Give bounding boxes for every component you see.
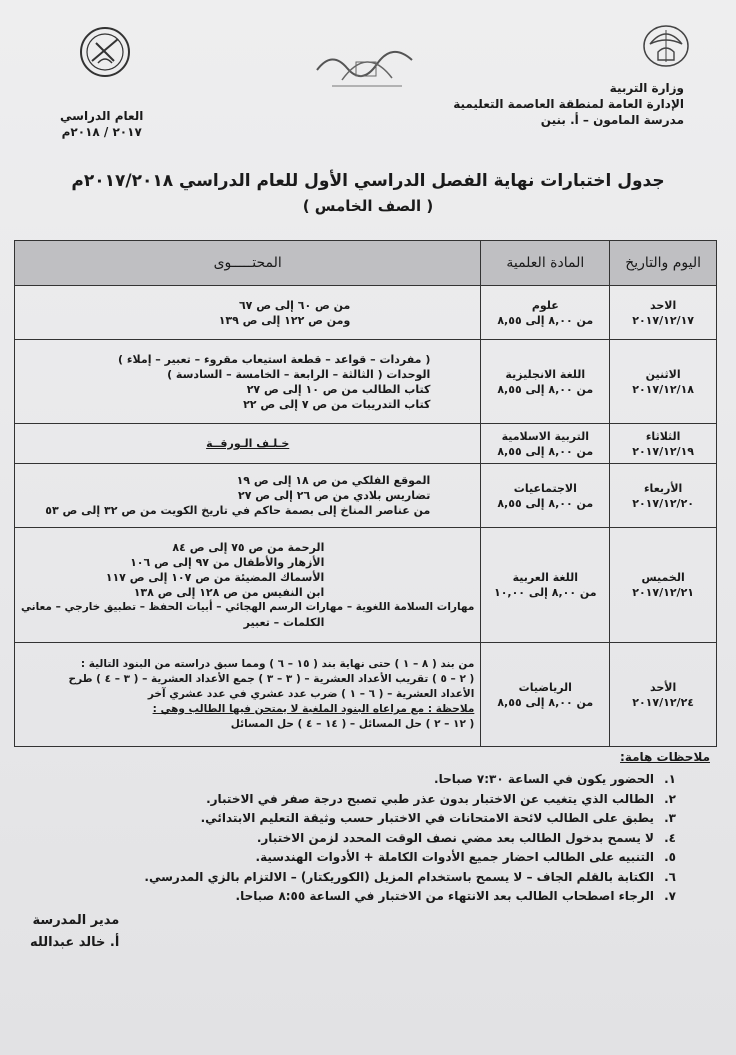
content-line: ( مفردات – قواعد – قطعة استيعاب مقروء – تعبير – إملاء ) [118,352,431,366]
content-line: الموقع الفلكي من ص ١٨ إلى ص ١٩ [236,474,431,487]
content-line: كتاب الطالب من ص ١٠ إلى ص ٢٧ [246,382,431,396]
content-line: من ص ٦٠ إلى ص ٦٧ [238,298,351,312]
content-line: الكلمات – تعبير [243,616,325,629]
content-line: من بند ( ٨ – ١ ) حتى نهاية بند ( ١٥ – ٦ ) ومما سبق دراسته من البنود التالية : [80,658,475,670]
academic-year-value: ٢٠١٧ / ٢٠١٨م [61,125,142,139]
day-name: الأربعاء [643,481,683,495]
content-cell [15,424,481,464]
table-header-row [15,241,717,286]
content-line: الوحدات ( الثالثة – الرابعة – الخامسة – السادسة ) [167,367,431,381]
content-line: ابن النفيس من ص ١٢٨ إلى ص ١٣٨ [133,586,325,599]
day-name: الثلاثاء [645,429,681,443]
note-number: ٣. [664,811,676,825]
day-name: الخميس [641,571,685,584]
principal-signature-block [30,910,119,954]
academic-year-label: العام الدراسي [60,109,144,123]
content-line: ( ٢ – ٥ ) تقريب الأعداد العشرية – ( ٣ – ٣ ) جمع الأعداد العشرية – ( ٣ – ٤ ) طرح [68,673,475,685]
day-name: الاحد [650,298,677,312]
content-line: ومن ص ١٢٢ إلى ص ١٣٩ [218,313,351,327]
day-name: الاثنين [645,367,681,381]
table-row [15,286,717,340]
note-text: يطبق على الطالب لائحة الامتحانات في الاختبار حسب وثيقة التعليم الابتدائي. [200,811,654,825]
content-line: مهارات السلامة اللغوية – مهارات الرسم الهجائي – أبيات الحفظ – تطبيق خارجي – معاني [21,601,475,613]
content-cell [15,340,481,424]
note-text: التنبيه على الطالب احضار جميع الأدوات الكاملة + الأدوات الهندسية. [255,850,654,864]
subject-name: علوم [531,298,559,312]
notes-title: ملاحظات هامة: [620,750,710,764]
content-cell [15,643,481,747]
ministry-header [453,80,684,128]
day-date-cell [610,340,717,424]
kuwait-emblem-icon [640,22,692,70]
exam-date: ٢٠١٧/١٢/١٨ [632,382,694,396]
list-item [56,848,676,868]
header-content: المحتـــــوى [15,241,481,286]
district-name: الإدارة العامة لمنطقة العاصمة التعليمية [453,97,684,111]
exam-date: ٢٠١٧/١٢/٢٠ [632,496,694,510]
content-cell [15,286,481,340]
subject-cell [481,340,610,424]
note-number: ١. [664,772,676,786]
exam-date: ٢٠١٧/١٢/٢٤ [632,695,694,709]
table-row [15,464,717,528]
content-line: من عناصر المناخ إلى بصمة حاكم في تاريخ الكويت من ص ٣٢ إلى ص ٥٣ [45,504,431,517]
content-line: الأعداد العشرية – ( ٦ – ١ ) ضرب عدد عشري في عدد عشري آخر [147,688,475,700]
note-text: لا يسمح بدخول الطالب بعد مضي نصف الوقت المحدد لزمن الاختبار. [256,830,654,845]
center-calligraphy-logo-icon [312,40,422,92]
ministry-name: وزارة التربية [609,81,684,95]
subject-cell [481,643,610,747]
list-item [56,790,676,810]
exam-time: من ٨,٠٠ إلى ٨,٥٥ [497,382,594,396]
note-text: الرجاء اصطحاب الطالب بعد الانتهاء من الاختبار في الساعة ٨:٥٥ صباحا. [235,889,654,903]
note-number: ٤. [664,830,676,845]
content-line: خـلـف الـورقــة [206,437,290,450]
list-item [56,887,676,907]
list-item [56,829,676,849]
subject-name: اللغة العربية [512,571,578,584]
principal-name: أ. خالد عبدالله [30,935,120,950]
list-item [56,770,676,790]
content-line: الأزهار والأطفال من ٩٧ إلى ص ١٠٦ [130,556,325,569]
day-date-cell [610,643,717,747]
subject-cell [481,464,610,528]
exam-date: ٢٠١٧/١٢/١٩ [632,444,694,458]
note-text: الطالب الذي يتغيب عن الاختبار بدون عذر طبي تصبح درجة صفر في الاختبار. [206,791,654,806]
content-line: الأسماك المضيئة من ص ١٠٧ إلى ص ١١٧ [105,571,325,584]
exam-schedule-table [14,240,717,747]
content-line: كتاب التدريبات من ص ٧ إلى ص ٢٢ [243,397,431,411]
exam-time: من ٨,٠٠ إلى ٨,٥٥ [497,695,594,709]
note-number: ٥. [664,850,676,864]
note-text: الحضور يكون في الساعة ٧:٣٠ صباحا. [434,772,654,786]
day-date-cell [610,424,717,464]
day-date-cell [610,286,717,340]
document-title: جدول اختبارات نهاية الفصل الدراسي الأول للعام الدراسي ٢٠١٧/٢٠١٨م [71,171,665,191]
list-item [56,868,676,888]
content-cell [15,464,481,528]
header-day-date: اليوم والتاريخ [610,241,717,286]
notes-list [56,770,676,907]
exam-time: من ٨,٠٠ إلى ١٠,٠٠ [493,586,597,599]
day-name: الأحد [650,680,677,694]
note-number: ٦. [664,869,676,884]
day-date-cell [610,528,717,643]
subject-cell [481,286,610,340]
exam-time: من ٨,٠٠ إلى ٨,٥٥ [497,313,594,327]
day-date-cell [610,464,717,528]
content-note-line: ملاحظة : مع مراعاه البنود الملغية لا يمتحن فيها الطالب وهي : [152,703,475,715]
table-row [15,340,717,424]
academic-year-header [60,108,143,140]
subject-cell [481,424,610,464]
school-badge-icon [78,25,132,79]
subject-name: الاجتماعيات [513,481,577,495]
table-row [15,424,717,464]
table-row [15,528,717,643]
exam-time: من ٨,٠٠ إلى ٨,٥٥ [497,496,594,510]
header-subject: المادة العلمية [481,241,610,286]
exam-date: ٢٠١٧/١٢/١٧ [632,313,694,327]
document-subtitle: ( الصف الخامس ) [302,197,434,215]
table-row [15,643,717,747]
principal-role: مدير المدرسة [32,913,120,928]
subject-cell [481,528,610,643]
content-line: ( ١٢ – ٢ ) حل المسائل – ( ١٤ – ٤ ) حل المسائل [230,718,475,730]
exam-date: ٢٠١٧/١٢/٢١ [632,586,694,599]
subject-name: التربية الاسلامية [501,429,590,443]
school-name: مدرسة المامون – أ. بنين [540,113,684,127]
list-item [56,809,676,829]
subject-name: اللغة الانجليزية [505,367,586,381]
subject-name: الرياضيات [518,680,572,694]
note-number: ٢. [664,791,676,806]
note-text: الكتابة بالقلم الجاف – لا يسمح باستخدام المزيل (الكوريكتار) – الالتزام بالزي المدرسي. [144,869,654,884]
exam-time: من ٨,٠٠ إلى ٨,٥٥ [497,444,594,458]
content-cell [15,528,481,643]
content-line: الرحمة من ص ٧٥ إلى ص ٨٤ [172,541,325,554]
content-line: تضاريس بلادي من ص ٢٦ إلى ص ٢٧ [237,489,431,502]
note-number: ٧. [664,889,676,903]
